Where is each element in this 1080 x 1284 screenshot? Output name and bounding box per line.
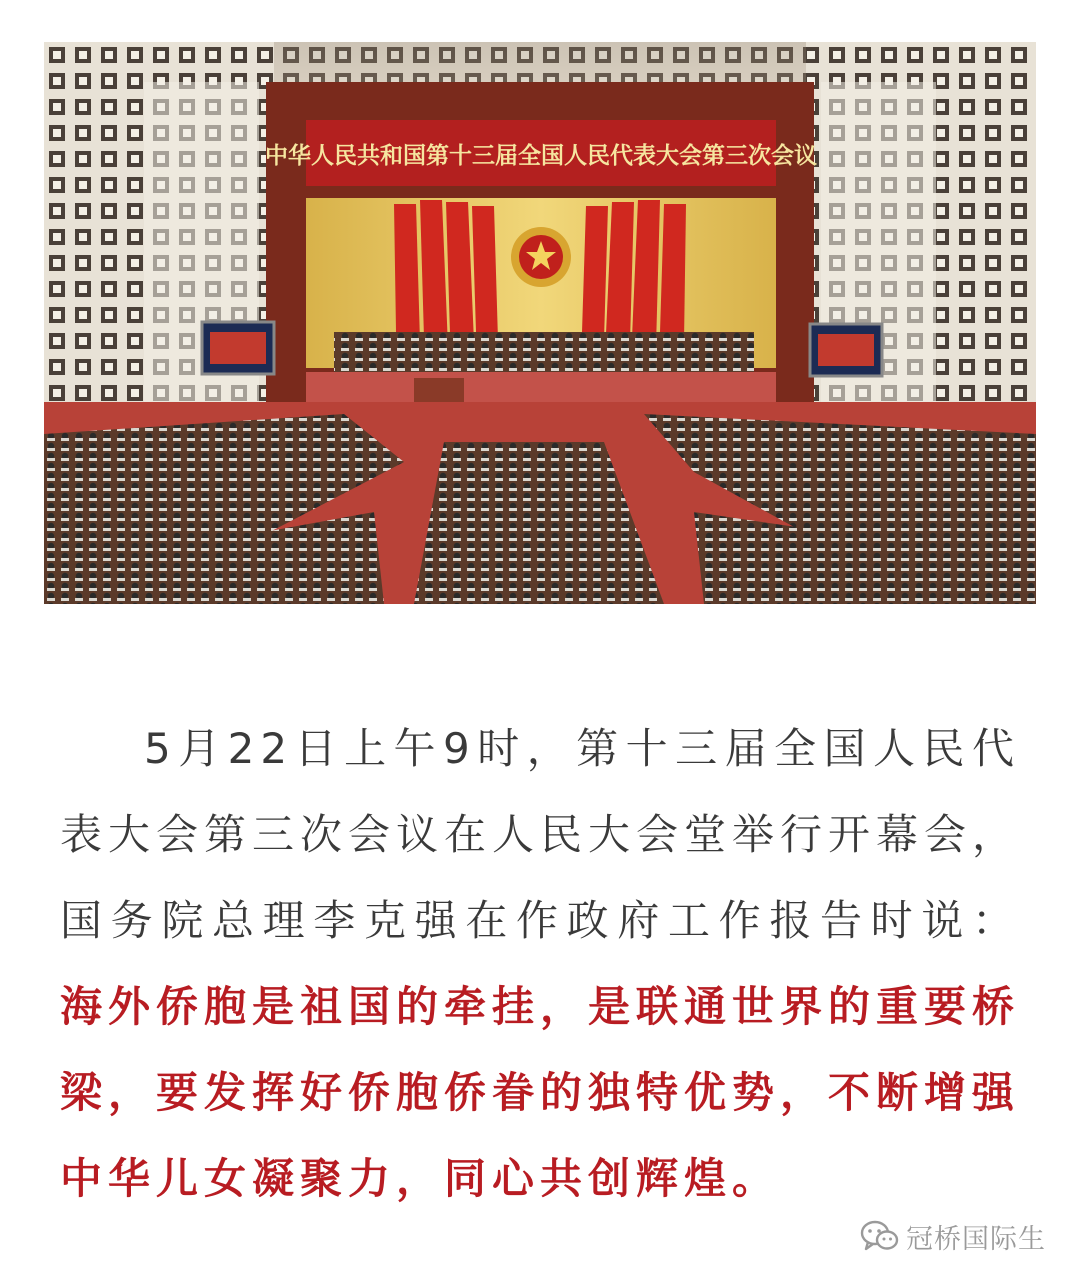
watermark xyxy=(860,1214,1046,1258)
article-paragraph xyxy=(60,706,1020,1222)
wechat-icon xyxy=(860,1219,900,1253)
banner-text: 中华人民共和国第十三届全国人民代表大会第三次会议 xyxy=(265,143,817,169)
article-highlight: 海外侨胞是祖国的牵挂，是联通世界的重要桥梁，要发挥好侨胞侨眷的独特优势，不断增强中华儿女凝聚力，同心共创辉煌。 xyxy=(60,982,1021,1203)
watermark-label: 冠桥国际生 xyxy=(906,1223,1046,1255)
assembly-hall-photo xyxy=(44,42,1036,604)
article-body xyxy=(60,706,1020,1222)
article-intro: 5月22日上午9时，第十三届全国人民代表大会第三次会议在人民大会堂举行开幕会，国务院总理李克强在作政府工作报告时说： xyxy=(60,724,1021,945)
